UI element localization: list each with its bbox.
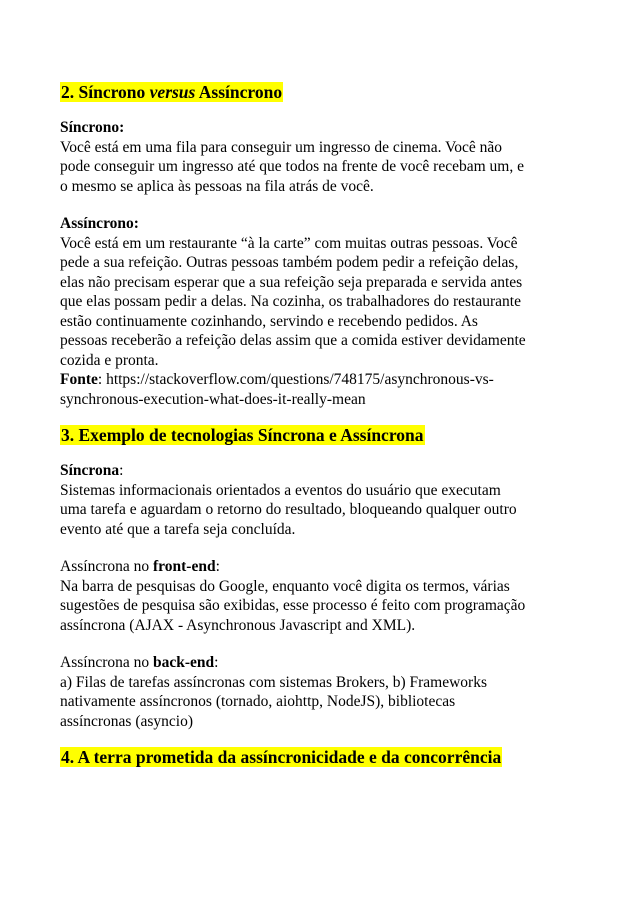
heading-highlight: 2. Síncrono versus Assíncrono: [61, 82, 283, 102]
source-url-part-2[interactable]: synchronous-execution-what-does-it-really-mean: [60, 390, 366, 408]
sync-label: Síncrono:: [60, 119, 125, 136]
sync-paragraph: Você está em uma fila para conseguir um ingresso de cinema. Você não pode conseguir um ingresso até que todos na frente de você recebam um, e o mesmo se aplica às pessoas na fila atrás de você.: [60, 138, 524, 195]
sincrona-label: Síncrona:: [60, 462, 124, 479]
section-4-heading: [60, 745, 580, 769]
section-3-heading: [60, 423, 580, 447]
heading-highlight: 3. Exemplo de tecnologias Síncrona e Assíncrona: [61, 425, 424, 445]
document-content: [60, 80, 580, 769]
sincrona-paragraph: Sistemas informacionais orientados a eventos do usuário que executam uma tarefa e aguardam o retorno do resultado, bloqueando qualquer outro evento até que a tarefa seja concluída.: [60, 481, 517, 538]
section-2-heading: [60, 80, 580, 104]
frontend-label: Assíncrona no front-end:: [60, 558, 220, 575]
source-line: Fonte: https://stackoverflow.com/questions/748175/asynchronous-vs-: [60, 371, 494, 388]
source-url-part-1[interactable]: : https://stackoverflow.com/questions/748175/asynchronous-vs-: [97, 371, 494, 388]
heading-highlight: 4. A terra prometida da assíncronicidade e da concorrência: [61, 747, 502, 767]
frontend-paragraph: Na barra de pesquisas do Google, enquanto você digita os termos, várias sugestões de pesquisa são exibidas, esse processo é feito com programação assíncrona (AJAX - Asynchronous Javascript and XML).: [60, 577, 526, 634]
async-label: Assíncrono:: [60, 215, 139, 232]
async-paragraph: Você está em um restaurante “à la carte” com muitas outras pessoas. Você pede a sua refeição. Outras pessoas também podem pedir a refeição delas, elas não precisam esperar que a sua refeição seja preparada e servida antes que elas possam pedir a delas. Na cozinha, os trabalhadores do restaurante estão continuamente cozinhando, servindo e recebendo pedidos. As pessoas receberão a refeição delas assim que a comida estiver devidamente cozida e pronta.: [60, 234, 526, 369]
backend-paragraph: a) Filas de tarefas assíncronas com sistemas Brokers, b) Frameworks nativamente assíncronos (tornado, aiohttp, NodeJS), bibliotecas assíncronas (asyncio): [60, 673, 487, 730]
backend-label: Assíncrona no back-end:: [60, 654, 219, 671]
